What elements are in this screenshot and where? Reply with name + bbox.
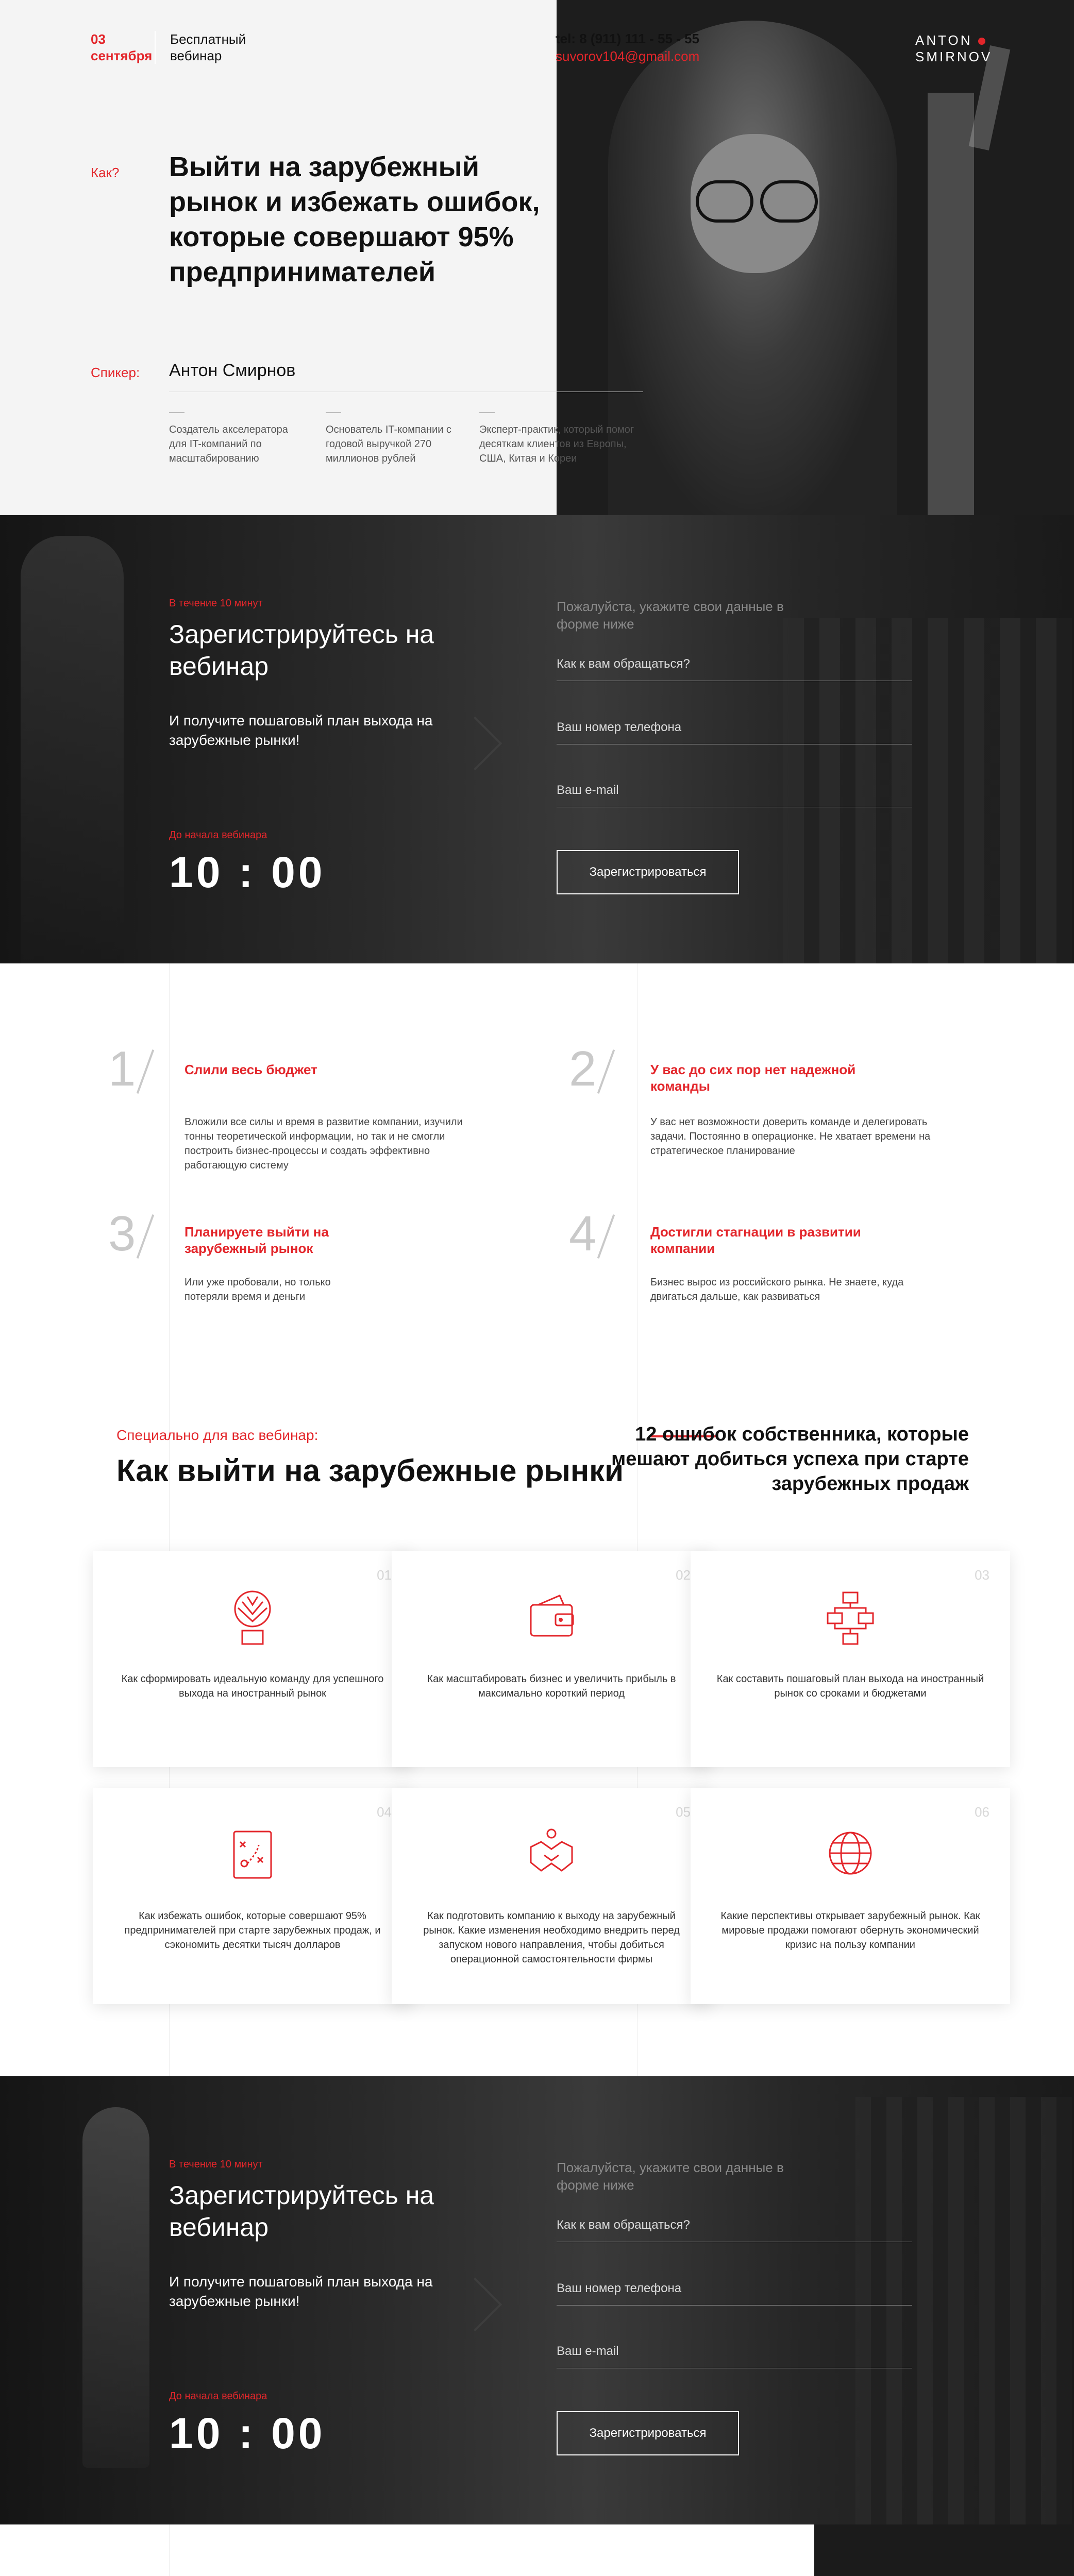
hero-title: Выйти на зарубежный рынок и избежать ошибок, которые совершают 95% предпринимателей (169, 151, 540, 287)
reg-small-label: В течение 10 минут (169, 598, 263, 609)
logo-dot-icon (978, 38, 985, 45)
webinar-topics-section (0, 1360, 1074, 2076)
register-button[interactable]: Зарегистрироваться (557, 2411, 739, 2455)
email-link[interactable]: suvorov104@gmail.com (556, 48, 700, 64)
reg-subtitle: И получите пошаговый план выхода на зарубежные рынки! (169, 713, 433, 748)
register-button[interactable]: Зарегистрироваться (557, 850, 739, 894)
flowchart-icon (825, 1589, 876, 1646)
problem-4-title: Достигли стагнации в развитии компании (650, 1224, 861, 1256)
logo[interactable]: ANTON SMIRNOV (915, 32, 993, 64)
globe-icon (825, 1826, 876, 1883)
topic-card-2: 02 Как масштабировать бизнес и увеличить прибыль в максимально короткий период (392, 1551, 711, 1767)
phone-input[interactable]: Ваш номер телефона (557, 2281, 912, 2306)
topic-card-3: 03 Как составить пошаговый план выхода на иностранный рынок со сроками и бюджетами (691, 1551, 1010, 1767)
fact-2: Основатель IT-компании с годовой выручкой 270 миллионов рублей (326, 412, 460, 466)
phone-link[interactable]: tel: 8 (911) 111 - 55 - 55 (556, 31, 699, 46)
timer-label: До начала вебинара (169, 2391, 267, 2402)
city-skyline (855, 2097, 1072, 2524)
problem-3-title: Планируете выйти на зарубежный рынок (184, 1224, 329, 1256)
topic-card-6: 06 Какие перспективы открывает зарубежный рынок. Как мировые продажи помогают обернуть экономический кризис на пользу компании (691, 1788, 1010, 2004)
speaker-label: Спикер: (91, 365, 140, 380)
hero-section (0, 0, 1074, 515)
handshake-icon (526, 1826, 577, 1883)
problem-4-number: 4 (569, 1206, 597, 1261)
reg-title: Зарегистрируйтесь на вебинар (169, 2181, 434, 2242)
topic-card-1: 01 Как сформировать идеальную команду для успешного выхода на иностранный рынок (93, 1551, 412, 1767)
topic-card-4: 04 Как избежать ошибок, которые совершают 95% предпринимателей при старте зарубежных продаж, и сэкономить десятки тысяч долларов (93, 1788, 412, 2004)
form-hint: Пожалуйста, укажите свои данные в форме ниже (557, 599, 784, 632)
fact-3: Эксперт-практик, который помог десяткам клиентов из Европы, США, Китая и Кореи (479, 412, 644, 466)
reg-title: Зарегистрируйтесь на вебинар (169, 620, 434, 681)
countdown-timer: 10 : 00 (169, 848, 326, 896)
registration-section-2 (0, 2076, 1074, 2524)
problem-2-text: У вас нет возможности доверить команде и делегировать задачи. Постоянно в операционке. Не хватает времени на стратегическое планирование (650, 1116, 931, 1157)
fact-1: Создатель акселератора для IT-компаний по масштабированию (169, 412, 303, 466)
problem-3-number: 3 (108, 1206, 136, 1261)
countdown-timer: 10 : 00 (169, 2409, 326, 2458)
hero-question-label: Как? (91, 165, 120, 180)
errors-title: 12 ошибок собственника, которые мешают добиться успеха при старте зарубежных продаж (611, 1423, 969, 1495)
special-label: Специально для вас вебинар: (116, 1427, 318, 1443)
statue-silhouette (21, 536, 124, 963)
strategy-board-icon (227, 1826, 278, 1883)
topic-card-5: 05 Как подготовить компанию к выходу на зарубежный рынок. Какие изменения необходимо внедрить перед запуском нового направления, чтобы добиться операционной самостоятельности фирмы (392, 1788, 711, 2004)
bio-section (0, 2524, 1074, 2576)
problem-1-text: Вложили все силы и время в развитие компании, изучили тонны теоретической информации, но так и не смогли построить бизнес-процессы и создать эффективно работающую систему (184, 1116, 463, 1171)
event-type: Бесплатный вебинар (170, 31, 246, 63)
reg-subtitle: И получите пошаговый план выхода на зарубежные рынки! (169, 2274, 433, 2309)
email-input[interactable]: Ваш e-mail (557, 783, 912, 807)
wallet-icon (526, 1589, 577, 1646)
problem-3-text: Или уже пробовали, но только потеряли время и деньги (184, 1277, 331, 1302)
problem-1-number: 1 (108, 1041, 136, 1096)
problem-1-title: Слили весь бюджет (184, 1062, 317, 1077)
problem-2-title: У вас до сих пор нет надежной команды (650, 1062, 856, 1094)
registration-section-1 (0, 515, 1074, 963)
form-hint: Пожалуйста, укажите свои данные в форме ниже (557, 2160, 784, 2193)
speaker-name: Антон Смирнов (169, 361, 296, 380)
problem-4-text: Бизнес вырос из российского рынка. Не знаете, куда двигаться дальше, как развиваться (650, 1277, 904, 1302)
rocket-silhouette (82, 2107, 149, 2468)
webinar-title: Как выйти на зарубежные рынки (116, 1453, 624, 1488)
webinar-date: 03 сентября (91, 31, 153, 63)
name-input[interactable]: Как к вам обращаться? (557, 2218, 912, 2242)
phone-input[interactable]: Ваш номер телефона (557, 720, 912, 744)
problem-2-number: 2 (569, 1041, 597, 1096)
teamwork-hands-icon (227, 1589, 278, 1646)
timer-label: До начала вебинара (169, 829, 267, 841)
name-input[interactable]: Как к вам обращаться? (557, 657, 912, 681)
reg-small-label: В течение 10 минут (169, 2159, 263, 2170)
email-input[interactable]: Ваш e-mail (557, 2344, 912, 2368)
problems-section (0, 963, 1074, 1360)
